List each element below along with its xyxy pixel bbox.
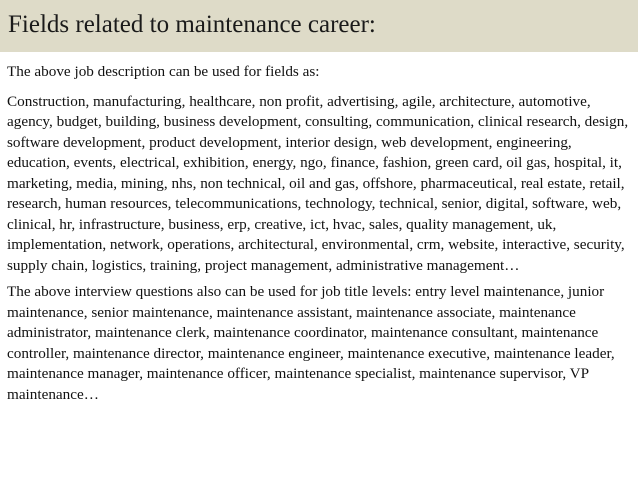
- title-bar: [0, 0, 638, 52]
- slide-body: [7, 62, 633, 411]
- fields-paragraph: Construction, manufacturing, healthcare, non profit, advertising, agile, architecture, automotive, agency, budget, building, business development, consulting, communication, clinical research, design, software development, product development, interior design, web development, engineering, education, events, electrical, exhibition, energy, ngo, finance, fashion, green card, oil gas, hospital, it, marketing, media, mining, nhs, non technical, oil and gas, offshore, pharmaceutical, real estate, retail, research, human resources, telecommunications, technology, technical, senior, digital, software, web, clinical, hr, infrastructure, business, erp, creative, ict, hvac, sales, quality management, uk, implementation, network, operations, architectural, environmental, crm, website, interactive, security, supply chain, logistics, training, project management, administrative management…: [7, 92, 629, 274]
- intro-paragraph: The above job description can be used for fields as:: [7, 63, 320, 80]
- job-levels-paragraph: The above interview questions also can be used for job title levels: entry level maintenance, junior maintenance, senior maintenance, maintenance assistant, maintenance associate, maintenance administrator, maintenance clerk, maintenance coordinator, maintenance consultant, maintenance controller, maintenance director, maintenance engineer, maintenance executive, maintenance leader, maintenance manager, maintenance officer, maintenance specialist, maintenance supervisor, VP maintenance…: [7, 283, 615, 403]
- slide-title: Fields related to maintenance career:: [8, 11, 376, 38]
